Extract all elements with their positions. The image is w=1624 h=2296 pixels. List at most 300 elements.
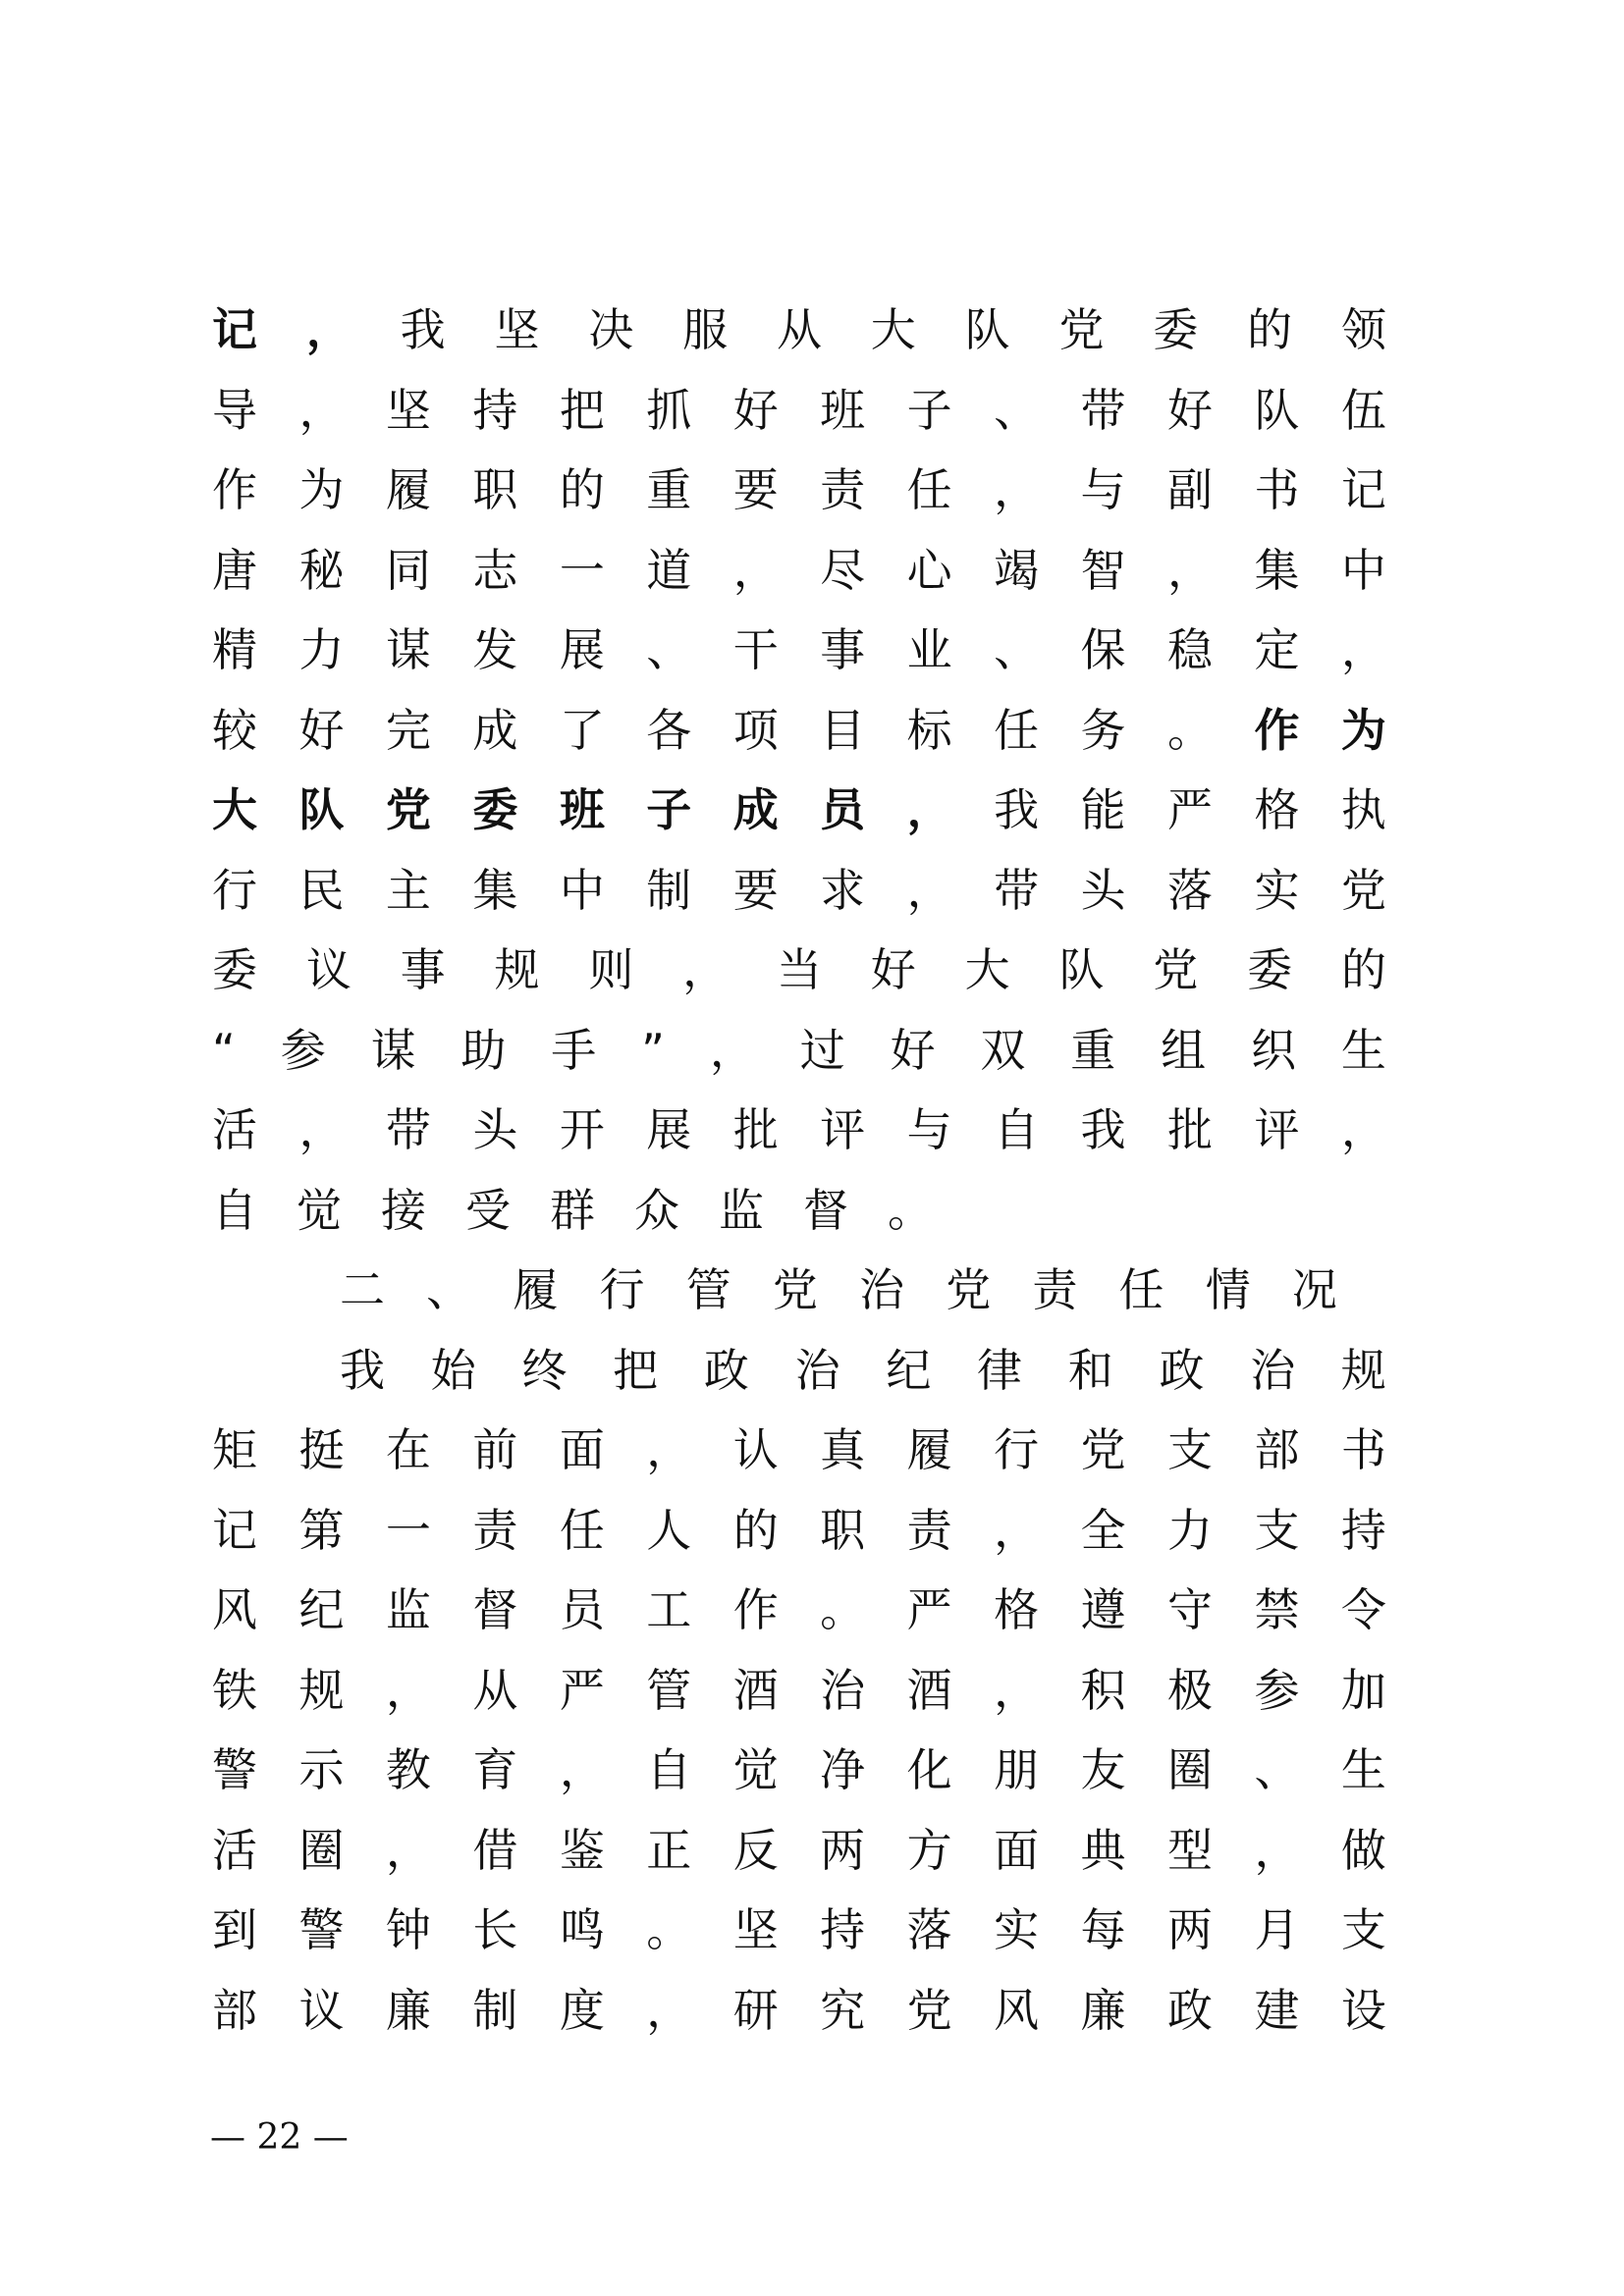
char: 落	[906, 1903, 952, 1956]
char: 参	[280, 1023, 326, 1077]
char: 各	[646, 703, 692, 757]
char: 目	[820, 703, 866, 757]
text-line	[212, 1100, 1386, 1159]
char: 大	[212, 783, 257, 836]
char: 谋	[385, 623, 431, 676]
char: 治	[794, 1343, 840, 1397]
char: 与	[1080, 463, 1126, 516]
char: 作	[1254, 703, 1300, 757]
char: 支	[1166, 1423, 1213, 1476]
char: 要	[732, 463, 779, 516]
char: 部	[212, 1983, 257, 2037]
char: 坚	[494, 303, 540, 356]
char: 督	[803, 1183, 848, 1237]
char: 到	[212, 1903, 257, 1956]
char: 中	[1340, 543, 1386, 597]
char: 和	[1067, 1343, 1113, 1397]
char: 一	[559, 543, 605, 597]
char: 大	[964, 943, 1010, 996]
char: 圈	[298, 1823, 345, 1877]
char: ，	[385, 1663, 431, 1717]
char: 党	[1340, 863, 1386, 917]
text-line	[212, 940, 1386, 999]
char: 重	[646, 463, 692, 516]
char: 队	[298, 783, 345, 836]
char: 终	[521, 1343, 568, 1397]
char: 务	[1080, 703, 1126, 757]
char: 集	[1254, 543, 1300, 597]
char: 管	[646, 1663, 692, 1717]
char: 队	[964, 303, 1010, 356]
char: 心	[906, 543, 952, 597]
char: 受	[465, 1183, 511, 1237]
char: ，	[385, 1823, 431, 1877]
char: 党	[1153, 943, 1199, 996]
char: 记	[212, 1503, 257, 1557]
char: 批	[732, 1103, 779, 1156]
char: 稳	[1166, 623, 1213, 676]
char: 鉴	[559, 1823, 605, 1877]
char: 育	[472, 1743, 518, 1796]
char: 持	[472, 383, 518, 437]
char: 矩	[212, 1423, 257, 1476]
text-line	[212, 861, 1386, 920]
char: 从	[472, 1663, 518, 1717]
char: 助	[460, 1023, 507, 1077]
char: 规	[494, 943, 540, 996]
char: 委	[472, 783, 518, 836]
char: 子	[646, 783, 692, 836]
char: 参	[1254, 1663, 1300, 1717]
char: 。	[820, 1583, 866, 1636]
char: 记	[212, 303, 257, 356]
char: 做	[1340, 1823, 1386, 1877]
char: 人	[646, 1503, 692, 1557]
char: 前	[472, 1423, 518, 1476]
char: 带	[1080, 383, 1126, 437]
char: 积	[1080, 1663, 1126, 1717]
text-line	[212, 1900, 1386, 1959]
char: 任	[906, 463, 952, 516]
char: 作	[732, 1583, 779, 1636]
char: 令	[1340, 1583, 1386, 1636]
text-line	[340, 1341, 1386, 1400]
char: 制	[646, 863, 692, 917]
char: 秘	[298, 543, 345, 597]
char: 织	[1251, 1023, 1296, 1077]
char: 究	[820, 1983, 866, 2037]
char: 极	[1166, 1663, 1213, 1717]
char: ，	[298, 1103, 345, 1156]
char: 好	[298, 703, 345, 757]
char: 。	[888, 1183, 933, 1237]
char: 行	[994, 1423, 1040, 1476]
char: 书	[1254, 463, 1300, 516]
char: ，	[994, 463, 1040, 516]
text-line	[212, 1821, 1386, 1880]
char: 我	[994, 783, 1040, 836]
char: 手	[551, 1023, 597, 1077]
char: 我	[1080, 1103, 1126, 1156]
char: 任	[559, 1503, 605, 1557]
char: 业	[906, 623, 952, 676]
char: 挺	[298, 1423, 345, 1476]
char: 严	[559, 1663, 605, 1717]
char: “	[212, 1023, 236, 1077]
char: 成	[732, 783, 779, 836]
text-line	[212, 1021, 1386, 1080]
char: 议	[305, 943, 352, 996]
char: 竭	[994, 543, 1040, 597]
char: 我	[340, 1343, 385, 1397]
char: 生	[1340, 1743, 1386, 1796]
char: 展	[559, 623, 605, 676]
char: 治	[859, 1263, 905, 1316]
char: 智	[1080, 543, 1126, 597]
char: 、	[994, 623, 1040, 676]
char: 行	[599, 1263, 645, 1316]
char: 认	[732, 1423, 779, 1476]
text-line	[212, 1420, 1386, 1479]
char: 决	[588, 303, 634, 356]
char: 研	[732, 1983, 779, 2037]
char: 履	[906, 1423, 952, 1476]
char: 队	[1058, 943, 1105, 996]
char: 正	[646, 1823, 692, 1877]
char: 民	[298, 863, 345, 917]
char: 精	[212, 623, 257, 676]
char: 委	[1247, 943, 1293, 996]
text-line	[212, 541, 1386, 600]
char: 情	[1205, 1263, 1251, 1316]
char: 落	[1166, 863, 1213, 917]
char: 项	[732, 703, 779, 757]
char: 面	[559, 1423, 605, 1476]
char: 党	[906, 1983, 952, 2037]
char: 要	[732, 863, 779, 917]
char: 事	[820, 623, 866, 676]
text-line	[212, 620, 1386, 679]
char: 的	[559, 463, 605, 516]
char: 带	[994, 863, 1040, 917]
char: 力	[1166, 1503, 1213, 1557]
char: 风	[994, 1983, 1040, 2037]
char: 从	[776, 303, 822, 356]
char: 群	[550, 1183, 595, 1237]
char: 管	[685, 1263, 731, 1316]
char: 好	[870, 943, 916, 996]
text-line	[212, 1740, 1386, 1799]
char: ，	[298, 383, 345, 437]
char: ，	[994, 1663, 1040, 1717]
char: 求	[820, 863, 866, 917]
char: 酒	[906, 1663, 952, 1717]
char: 唐	[212, 543, 257, 597]
char: 中	[559, 863, 605, 917]
char: 党	[385, 783, 431, 836]
char: 副	[1166, 463, 1213, 516]
char: ，	[559, 1743, 605, 1796]
char: 任	[994, 703, 1040, 757]
char: ，	[646, 1983, 692, 2037]
char: 把	[559, 383, 605, 437]
char: ，	[1340, 1103, 1386, 1156]
char: 持	[1340, 1503, 1386, 1557]
char: 觉	[297, 1183, 342, 1237]
char: 力	[298, 623, 345, 676]
char: 风	[212, 1583, 257, 1636]
char: 责	[472, 1503, 518, 1557]
char: 双	[980, 1023, 1026, 1077]
char: 头	[472, 1103, 518, 1156]
char: 任	[1118, 1263, 1164, 1316]
char: 议	[298, 1983, 345, 2037]
char: 评	[820, 1103, 866, 1156]
char: 、	[426, 1263, 472, 1316]
char: 了	[559, 703, 605, 757]
char: 、	[1254, 1743, 1300, 1796]
char: 展	[646, 1103, 692, 1156]
char: 党	[772, 1263, 818, 1316]
char: ，	[646, 1423, 692, 1476]
char: 朋	[994, 1743, 1040, 1796]
char: 钟	[385, 1903, 431, 1956]
char: 长	[472, 1903, 518, 1956]
char: 反	[732, 1823, 779, 1877]
char: 格	[1254, 783, 1300, 836]
char: 在	[385, 1423, 431, 1476]
char: 示	[298, 1743, 345, 1796]
char: 头	[1080, 863, 1126, 917]
char: 事	[400, 943, 446, 996]
char: 责	[820, 463, 866, 516]
char: 接	[381, 1183, 426, 1237]
char: 委	[212, 943, 257, 996]
char: 警	[298, 1903, 345, 1956]
char: 纪	[886, 1343, 932, 1397]
char: 服	[682, 303, 729, 356]
char: 纪	[298, 1583, 345, 1636]
char: ，	[732, 543, 779, 597]
char: 领	[1340, 303, 1386, 356]
char: 、	[994, 383, 1040, 437]
char: 党	[1080, 1423, 1126, 1476]
char: 政	[703, 1343, 749, 1397]
char: 友	[1080, 1743, 1126, 1796]
char: 全	[1080, 1503, 1126, 1557]
char: ，	[1166, 543, 1213, 597]
text-line	[212, 1501, 1386, 1560]
char: 完	[385, 703, 431, 757]
char: 治	[820, 1663, 866, 1717]
char: 党	[946, 1263, 992, 1316]
char: 发	[472, 623, 518, 676]
char: 。	[646, 1903, 692, 1956]
char: 廉	[385, 1983, 431, 2037]
text-line	[212, 1181, 1386, 1240]
char: 委	[1153, 303, 1199, 356]
char: 制	[472, 1983, 518, 2037]
char: 月	[1254, 1903, 1300, 1956]
text-line	[212, 381, 1386, 440]
char: ，	[906, 863, 952, 917]
char: 支	[1340, 1903, 1386, 1956]
char: 觉	[732, 1743, 779, 1796]
char: ”	[641, 1023, 665, 1077]
char: 建	[1254, 1983, 1300, 2037]
char: 酒	[732, 1663, 779, 1717]
char: 较	[212, 703, 257, 757]
char: 加	[1340, 1663, 1386, 1717]
char: 律	[977, 1343, 1023, 1397]
char: 净	[820, 1743, 866, 1796]
char: 抓	[646, 383, 692, 437]
text-line	[212, 780, 1386, 839]
char: 众	[634, 1183, 679, 1237]
text-line	[212, 300, 1386, 359]
char: ，	[1254, 1823, 1300, 1877]
char: 自	[646, 1743, 692, 1796]
char: 遵	[1080, 1583, 1126, 1636]
char: 坚	[385, 383, 431, 437]
char: 铁	[212, 1663, 257, 1717]
char: 禁	[1254, 1583, 1300, 1636]
char: 支	[1254, 1503, 1300, 1557]
char: 尽	[820, 543, 866, 597]
char: 书	[1340, 1423, 1386, 1476]
char: 二	[340, 1263, 385, 1316]
char: 生	[1340, 1023, 1386, 1077]
char: 坚	[732, 1903, 779, 1956]
char: 监	[719, 1183, 764, 1237]
char: 好	[1166, 383, 1213, 437]
char: 鸣	[559, 1903, 605, 1956]
char: 定	[1254, 623, 1300, 676]
char: 借	[472, 1823, 518, 1877]
char: 志	[472, 543, 518, 597]
char: 方	[906, 1823, 952, 1877]
char: 警	[212, 1743, 257, 1796]
char: 职	[820, 1503, 866, 1557]
char: 持	[820, 1903, 866, 1956]
char: 始	[430, 1343, 476, 1397]
char: 督	[472, 1583, 518, 1636]
char: 第	[298, 1503, 345, 1557]
char: 两	[1166, 1903, 1213, 1956]
char: 治	[1250, 1343, 1296, 1397]
char: 设	[1340, 1983, 1386, 2037]
char: 成	[472, 703, 518, 757]
char: 真	[820, 1423, 866, 1476]
char: 子	[906, 383, 952, 437]
char: 与	[906, 1103, 952, 1156]
char: 好	[732, 383, 779, 437]
char: ，	[994, 1503, 1040, 1557]
char: 格	[994, 1583, 1040, 1636]
char: 政	[1159, 1343, 1205, 1397]
char: 实	[1254, 863, 1300, 917]
char: 履	[385, 463, 431, 516]
char: 班	[559, 783, 605, 836]
char: 自	[212, 1183, 257, 1237]
text-line	[340, 1260, 1337, 1319]
char: 好	[890, 1023, 936, 1077]
char: 政	[1166, 1983, 1213, 2037]
char: 况	[1291, 1263, 1337, 1316]
char: 廉	[1080, 1983, 1126, 2037]
char: 同	[385, 543, 431, 597]
char: 履	[513, 1263, 559, 1316]
char: 开	[559, 1103, 605, 1156]
char: 、	[646, 623, 692, 676]
char: 活	[212, 1823, 257, 1877]
char: 责	[1032, 1263, 1078, 1316]
char: ，	[682, 943, 729, 996]
char: 道	[646, 543, 692, 597]
char: 化	[906, 1743, 952, 1796]
char: 圈	[1166, 1743, 1213, 1796]
char: 员	[820, 783, 866, 836]
char: 活	[212, 1103, 257, 1156]
char: 实	[994, 1903, 1040, 1956]
text-line	[212, 460, 1386, 519]
char: 为	[298, 463, 345, 516]
char: 自	[994, 1103, 1040, 1156]
char: 的	[1247, 303, 1293, 356]
char: 伍	[1340, 383, 1386, 437]
char: 重	[1070, 1023, 1116, 1077]
char: 一	[385, 1503, 431, 1557]
char: 部	[1254, 1423, 1300, 1476]
char: 把	[613, 1343, 659, 1397]
char: 职	[472, 463, 518, 516]
char: ，	[906, 783, 952, 836]
char: 党	[1058, 303, 1105, 356]
char: 我	[400, 303, 446, 356]
char: 责	[906, 1503, 952, 1557]
char: 保	[1080, 623, 1126, 676]
char: 规	[1340, 1343, 1386, 1397]
char: 每	[1080, 1903, 1126, 1956]
text-line	[212, 1661, 1386, 1720]
char: 工	[646, 1583, 692, 1636]
text-line	[212, 1580, 1386, 1639]
char: 标	[906, 703, 952, 757]
char: 批	[1166, 1103, 1213, 1156]
char: 则	[588, 943, 634, 996]
char: 为	[1340, 703, 1386, 757]
char: 型	[1166, 1823, 1213, 1877]
char: 班	[820, 383, 866, 437]
char: 监	[385, 1583, 431, 1636]
char: 典	[1080, 1823, 1126, 1877]
char: 。	[1166, 703, 1213, 757]
char: 组	[1161, 1023, 1207, 1077]
char: ，	[1340, 623, 1386, 676]
char: 队	[1254, 383, 1300, 437]
char: 行	[212, 863, 257, 917]
char: 度	[559, 1983, 605, 2037]
char: 教	[385, 1743, 431, 1796]
char: 规	[298, 1663, 345, 1717]
char: 的	[732, 1503, 779, 1557]
char: 面	[994, 1823, 1040, 1877]
char: 导	[212, 383, 257, 437]
char: 过	[799, 1023, 845, 1077]
char: 大	[870, 303, 916, 356]
char: 记	[1340, 463, 1386, 516]
char: 守	[1166, 1583, 1213, 1636]
